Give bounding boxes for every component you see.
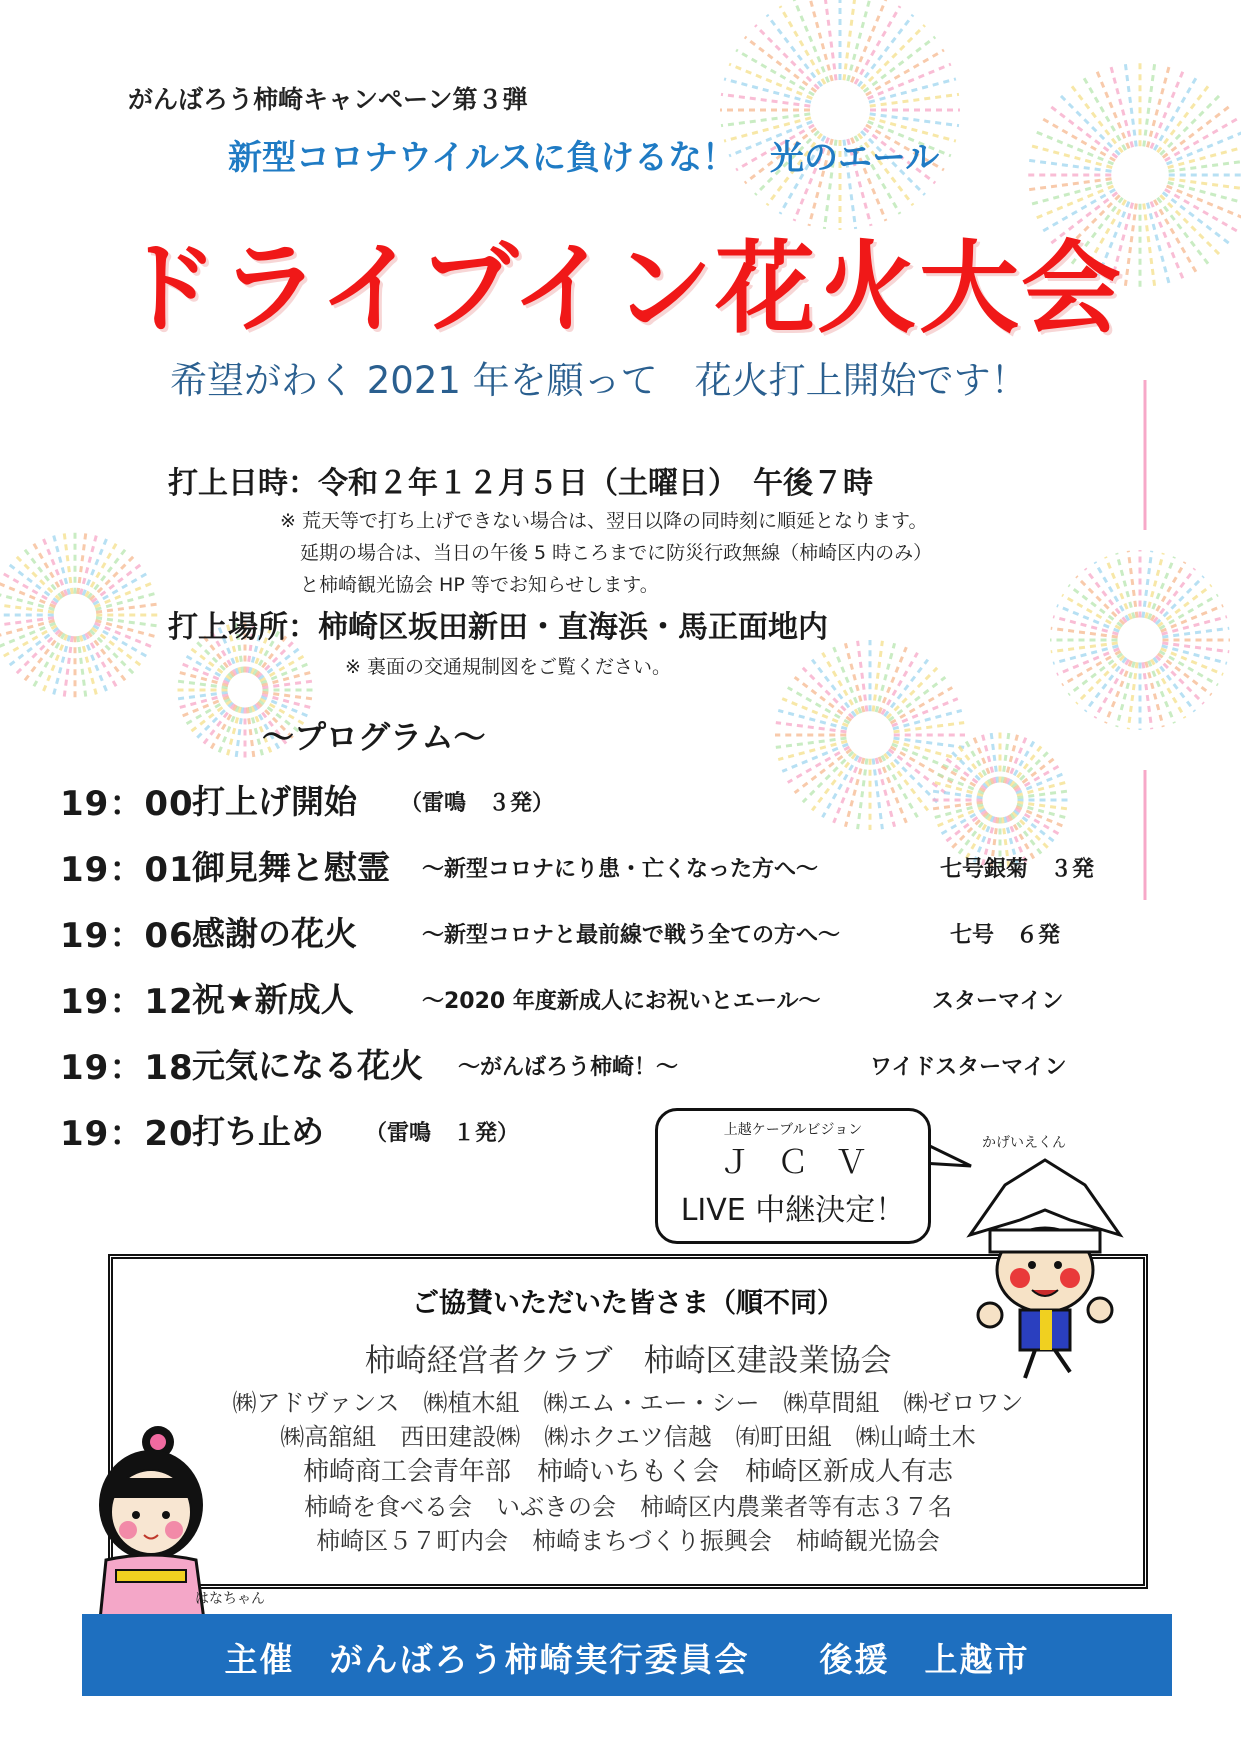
program-time: 19：12 [60,982,194,1022]
program-firework-type: 七号銀菊 ３発 [940,857,1095,882]
subtitle: 希望がわく 2021 年を願って 花火打上開始です！ [170,359,1028,402]
launch-datetime: 打上日時：令和２年１２月５日（土曜日） 午後７時 [168,466,873,501]
program-time: 19：06 [60,916,194,956]
sponsor-line: 柿崎を食べる会 いぶきの会 柿崎区内農業者等有志３７名 [304,1493,952,1521]
program-desc: ～2020 年度新成人にお祝いとエール～ [422,989,821,1014]
slogan: 新型コロナウイルスに負けるな！ 光のエール [228,138,940,178]
sponsor-line: ㈱高舘組 西田建設㈱ ㈱ホクエツ信越 ㈲町田組 ㈱山崎土木 [280,1423,976,1451]
program-firework-type: ワイドスターマイン [870,1055,1067,1080]
program-name: 元気になる花火 [192,1046,423,1085]
program-row [60,776,1160,826]
weather-note: ※ 荒天等で打ち上げできない場合は、翌日以降の同時刻に順延となります。 [280,510,928,532]
program-time: 19：18 [60,1048,194,1088]
program-time: 19：20 [60,1114,194,1154]
firework-burst [1050,550,1230,730]
boy-mascot-illustration [950,1150,1140,1390]
program-desc: ～がんばろう柿崎！～ [458,1055,679,1080]
live-broadcast-bubble [655,1108,931,1244]
postpone-note: 延期の場合は、当日の午後 5 時ころまでに防災行政無線（柿崎区内のみ） [300,542,933,564]
program-firework-type: 七号 ６発 [950,923,1061,948]
page-title: ドライブイン花火大会 [118,230,1123,347]
program-row [60,842,1160,892]
launch-place: 打上場所：柿崎区坂田新田・直海浜・馬正面地内 [168,610,828,645]
program-desc: ～新型コロナにり患・亡くなった方へ～ [422,857,819,882]
sponsor-heading: ご協賛いただいた皆さま（順不同） [412,1288,844,1319]
program-row [60,974,1160,1024]
program-firework-type: スターマイン [932,989,1064,1014]
firework-burst [0,530,160,700]
announce-note: と柿崎観光協会 HP 等でお知らせします。 [300,574,659,596]
organizer-text: 主催 がんばろう柿崎実行委員会 後援 上越市 [224,1640,1030,1679]
sponsor-line: ㈱アドヴァンス ㈱植木組 ㈱エム・エー・シー ㈱草間組 ㈱ゼロワン [232,1389,1024,1417]
program-desc: （雷鳴 ３発） [400,791,555,816]
program-name: 打上げ開始 [192,782,357,821]
sponsor-line: 柿崎商工会青年部 柿崎いちもく会 柿崎区新成人有志 [302,1457,953,1487]
cable-tv-name: 上越ケーブルビジョン [723,1122,863,1138]
program-row [60,1040,1160,1090]
program-name: 御見舞と慰霊 [192,848,390,887]
program-name: 祝★新成人 [192,980,354,1019]
traffic-note: ※ 裏面の交通規制図をご覧ください。 [345,656,671,678]
program-title: ～プログラム～ [262,718,486,756]
program-name: 打ち止め [192,1112,324,1151]
program-time: 19：01 [60,850,194,890]
program-time: 19：00 [60,784,194,824]
program-desc: （雷鳴 １発） [365,1121,520,1146]
program-row [60,908,1160,958]
firework-burst [720,0,960,230]
sponsor-line: 柿崎経営者クラブ 柿崎区建設業協会 [364,1343,892,1379]
program-name: 感謝の花火 [192,914,357,953]
program-desc: ～新型コロナと最前線で戦う全ての方へ～ [422,923,841,948]
jcv-logo-text: ＪＣＶ [718,1143,893,1181]
footer-band [82,1614,1172,1696]
live-notice: LIVE 中継決定！ [680,1193,906,1228]
boy-mascot-name: かげいえくん [982,1135,1066,1151]
sponsor-line: 柿崎区５７町内会 柿崎まちづくり振興会 柿崎観光協会 [316,1527,940,1555]
girl-mascot-name: はなちゃん [195,1591,265,1607]
campaign-label: がんばろう柿崎キャンペーン第３弾 [128,85,528,114]
